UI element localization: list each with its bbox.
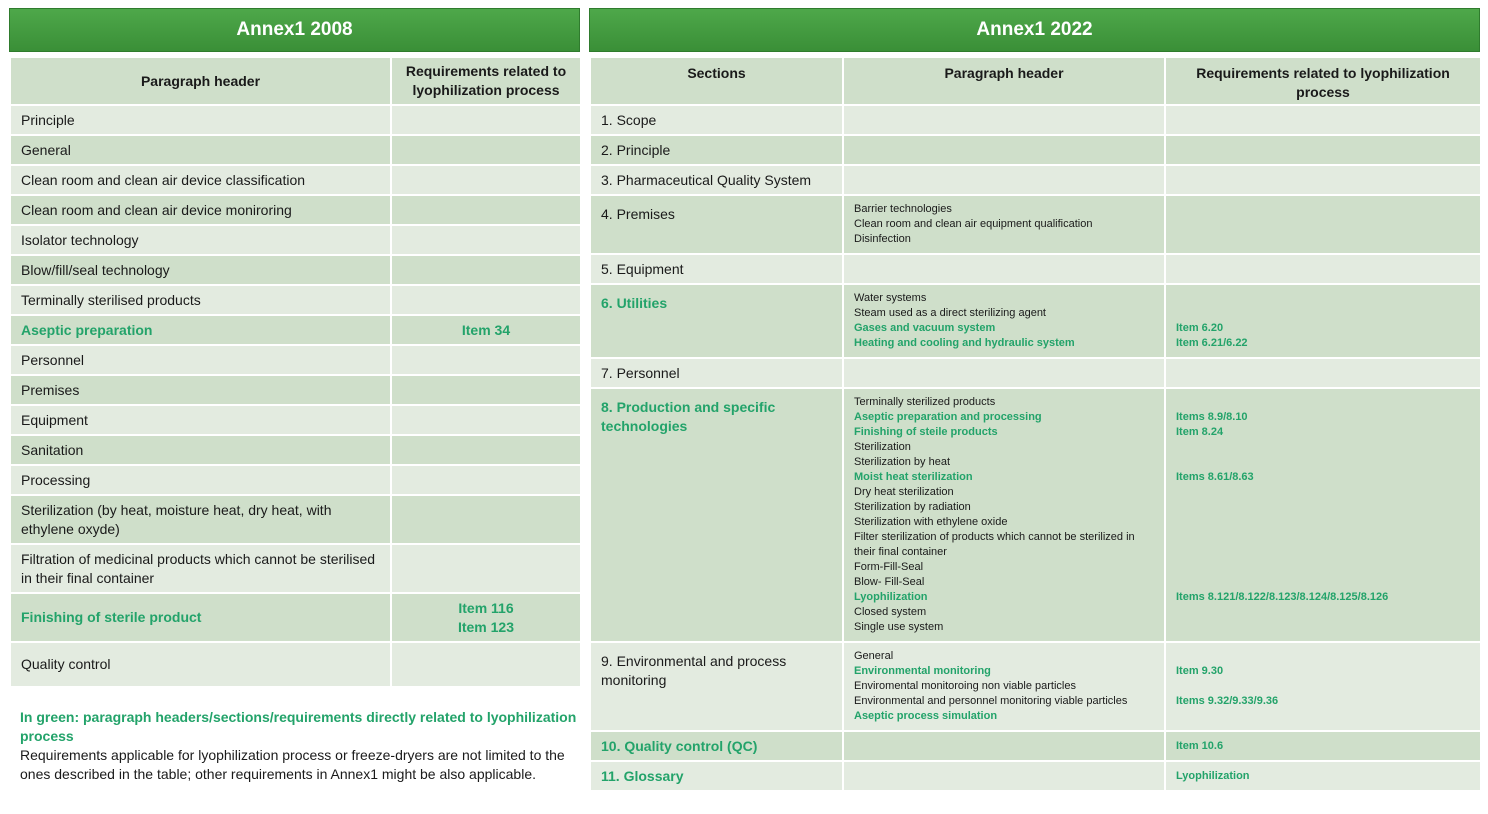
paragraph-line: Sterilization with ethylene oxide	[854, 516, 1008, 528]
requirement-cell	[391, 405, 581, 435]
requirement-cell	[1165, 388, 1481, 642]
table-row	[10, 465, 581, 495]
paragraph-header-cell: Blow/fill/seal technology	[10, 255, 391, 285]
paragraph-header-cell	[843, 731, 1165, 761]
requirement-line	[1176, 232, 1470, 247]
requirement-cell	[391, 165, 581, 195]
requirement-cell	[1165, 165, 1481, 195]
requirement-line: Items 8.61/8.63	[1176, 471, 1254, 483]
requirement-cell	[1165, 761, 1481, 791]
table-row	[590, 135, 1481, 165]
requirement-line	[1176, 620, 1470, 635]
table-row	[10, 285, 581, 315]
paragraph-header-cell: Premises	[10, 375, 391, 405]
table-row	[590, 761, 1481, 791]
requirement-line	[1176, 306, 1470, 321]
requirement-cell	[1165, 195, 1481, 254]
table-row	[10, 593, 581, 642]
paragraph-line: Terminally sterilized products	[854, 396, 996, 408]
annex-2022-table	[589, 56, 1482, 792]
paragraph-header-cell: Aseptic preparation	[10, 315, 391, 345]
paragraph-header-cell: Isolator technology	[10, 225, 391, 255]
section-cell: 1. Scope	[590, 105, 843, 135]
paragraph-header-cell: Filtration of medicinal products which cannot be sterilised in their final container	[10, 544, 391, 593]
paragraph-line: General	[854, 650, 894, 662]
requirement-line	[1176, 575, 1470, 590]
paragraph-line: Closed system	[854, 606, 927, 618]
section-cell: 10. Quality control (QC)	[590, 731, 843, 761]
section-cell: 8. Production and specific technologies	[590, 388, 843, 642]
section-cell: 5. Equipment	[590, 254, 843, 284]
column-header-requirements: Requirements related to lyophilization process	[391, 57, 581, 105]
paragraph-header-cell: Clean room and clean air device classification	[10, 165, 391, 195]
paragraph-header-cell: Equipment	[10, 405, 391, 435]
requirement-line: Lyophilization	[1176, 770, 1250, 782]
paragraph-header-cell: General	[10, 135, 391, 165]
paragraph-header-cell	[843, 388, 1165, 642]
paragraph-line: Lyophilization	[854, 591, 928, 603]
paragraph-line: Form-Fill-Seal	[854, 561, 924, 573]
paragraph-header-cell: Principle	[10, 105, 391, 135]
column-header-sections: Sections	[590, 57, 843, 105]
table-row	[590, 284, 1481, 358]
paragraph-header-cell: Terminally sterilised products	[10, 285, 391, 315]
paragraph-line: Gases and vacuum system	[854, 322, 996, 334]
requirement-line	[1176, 515, 1470, 530]
annex-2008-title: Annex1 2008	[9, 8, 580, 52]
paragraph-line: Barrier technologies	[854, 203, 952, 215]
requirement-cell	[391, 345, 581, 375]
section-cell: 3. Pharmaceutical Quality System	[590, 165, 843, 195]
requirement-line: Item 10.6	[1176, 740, 1224, 752]
section-cell: 9. Environmental and process monitoring	[590, 642, 843, 731]
table-row	[10, 315, 581, 345]
annex-2022-panel	[589, 8, 1480, 792]
paragraph-line: Single use system	[854, 621, 944, 633]
paragraph-line: their final container	[854, 546, 947, 558]
paragraph-line: Aseptic process simulation	[854, 710, 998, 722]
paragraph-header-cell	[843, 135, 1165, 165]
column-header-requirements: Requirements related to lyophilization process	[1165, 57, 1481, 105]
requirement-cell	[1165, 642, 1481, 731]
table-row	[10, 435, 581, 465]
paragraph-header-cell	[843, 195, 1165, 254]
requirement-cell	[391, 544, 581, 593]
paragraph-line: Environmental monitoring	[854, 665, 991, 677]
requirement-line	[1176, 679, 1470, 694]
requirement-line: Items 9.32/9.33/9.36	[1176, 695, 1279, 707]
table-row	[10, 165, 581, 195]
table-row	[10, 345, 581, 375]
requirement-cell: Item 116 Item 123	[391, 593, 581, 642]
requirement-line	[1176, 530, 1470, 545]
paragraph-header-cell	[843, 254, 1165, 284]
section-cell: 7. Personnel	[590, 358, 843, 388]
paragraph-line: Sterilization by heat	[854, 456, 950, 468]
requirement-cell	[391, 465, 581, 495]
paragraph-line: Heating and cooling and hydraulic system	[854, 337, 1075, 349]
paragraph-line: Sterilization by radiation	[854, 501, 971, 513]
table-row	[10, 225, 581, 255]
legend-note-text: Requirements applicable for lyophilization process or freeze-dryers are not limited to the ones described in the table; other requirements in Annex1 might be also applicable.	[20, 747, 565, 782]
requirement-line	[1176, 545, 1470, 560]
table-row	[590, 731, 1481, 761]
requirement-line	[1176, 605, 1470, 620]
requirement-line	[1176, 500, 1470, 515]
paragraph-line: Finishing of steile products	[854, 426, 998, 438]
paragraph-line: Steam used as a direct sterilizing agent	[854, 307, 1046, 319]
paragraph-header-cell	[843, 284, 1165, 358]
requirement-cell	[391, 255, 581, 285]
table-row	[10, 375, 581, 405]
table-row	[10, 135, 581, 165]
table-row	[590, 388, 1481, 642]
paragraph-header-cell: Finishing of sterile product	[10, 593, 391, 642]
table-row	[590, 195, 1481, 254]
paragraph-header-cell	[843, 358, 1165, 388]
requirement-line: Items 8.121/8.122/8.123/8.124/8.125/8.126	[1176, 591, 1389, 603]
table-row	[590, 254, 1481, 284]
requirement-line	[1176, 560, 1470, 575]
requirement-cell	[391, 495, 581, 544]
paragraph-header-cell: Sanitation	[10, 435, 391, 465]
requirement-line: Item 9.30	[1176, 665, 1224, 677]
annex-2022-title: Annex1 2022	[589, 8, 1480, 52]
paragraph-header-cell	[843, 642, 1165, 731]
table-row	[590, 642, 1481, 731]
requirement-cell	[1165, 105, 1481, 135]
section-cell: 11. Glossary	[590, 761, 843, 791]
paragraph-header-cell: Quality control	[10, 642, 391, 687]
requirement-line	[1176, 202, 1470, 217]
section-cell: 2. Principle	[590, 135, 843, 165]
section-cell: 6. Utilities	[590, 284, 843, 358]
paragraph-line: Filter sterilization of products which cannot be sterilized in	[854, 531, 1135, 543]
requirement-cell	[391, 375, 581, 405]
paragraph-header-cell: Sterilization (by heat, moisture heat, dry heat, with ethylene oxyde)	[10, 495, 391, 544]
requirement-line	[1176, 291, 1470, 306]
requirement-cell	[391, 105, 581, 135]
requirement-line	[1176, 485, 1470, 500]
paragraph-line: Aseptic preparation and processing	[854, 411, 1042, 423]
table-row	[10, 642, 581, 687]
requirement-cell	[1165, 135, 1481, 165]
requirement-cell	[1165, 254, 1481, 284]
paragraph-line: Water systems	[854, 292, 927, 304]
legend-note	[20, 708, 580, 784]
paragraph-line: Clean room and clean air equipment qualification	[854, 218, 1093, 230]
requirement-line: Item 6.21/6.22	[1176, 337, 1248, 349]
column-header-paragraph: Paragraph header	[10, 57, 391, 105]
annex-2008-panel	[9, 8, 580, 688]
requirement-cell: Item 34	[391, 315, 581, 345]
table-row	[590, 165, 1481, 195]
paragraph-line: Blow- Fill-Seal	[854, 576, 925, 588]
table-row	[10, 255, 581, 285]
paragraph-line: Dry heat sterilization	[854, 486, 954, 498]
paragraph-line: Moist heat sterilization	[854, 471, 973, 483]
section-cell: 4. Premises	[590, 195, 843, 254]
requirement-line	[1176, 395, 1470, 410]
paragraph-line: Disinfection	[854, 233, 911, 245]
paragraph-header-cell: Personnel	[10, 345, 391, 375]
annex-2008-table	[9, 56, 582, 688]
requirement-line	[1176, 649, 1470, 664]
requirement-line: Item 8.24	[1176, 426, 1224, 438]
paragraph-line: Enviromental monitoroing non viable particles	[854, 680, 1076, 692]
requirement-line: Items 8.9/8.10	[1176, 411, 1248, 423]
table-row	[590, 358, 1481, 388]
table-row	[10, 495, 581, 544]
table-row	[10, 195, 581, 225]
paragraph-header-cell: Processing	[10, 465, 391, 495]
paragraph-line: Sterilization	[854, 441, 911, 453]
requirement-cell	[1165, 284, 1481, 358]
paragraph-line: Environmental and personnel monitoring viable particles	[854, 695, 1128, 707]
table-row	[590, 105, 1481, 135]
requirement-line	[1176, 440, 1470, 455]
requirement-cell	[391, 225, 581, 255]
requirement-cell	[391, 135, 581, 165]
requirement-line	[1176, 709, 1470, 724]
legend-note-green: In green: paragraph headers/sections/requirements directly related to lyophilization process	[20, 709, 577, 744]
requirement-cell	[1165, 731, 1481, 761]
requirement-line	[1176, 217, 1470, 232]
requirement-cell	[391, 642, 581, 687]
table-row	[10, 405, 581, 435]
requirement-line	[1176, 455, 1470, 470]
table-row	[10, 544, 581, 593]
requirement-line: Item 6.20	[1176, 322, 1224, 334]
paragraph-header-cell: Clean room and clean air device moniroring	[10, 195, 391, 225]
paragraph-header-cell	[843, 761, 1165, 791]
requirement-cell	[391, 435, 581, 465]
requirement-cell	[391, 285, 581, 315]
column-header-paragraph: Paragraph header	[843, 57, 1165, 105]
table-row	[10, 105, 581, 135]
requirement-cell	[391, 195, 581, 225]
paragraph-header-cell	[843, 105, 1165, 135]
paragraph-header-cell	[843, 165, 1165, 195]
requirement-cell	[1165, 358, 1481, 388]
